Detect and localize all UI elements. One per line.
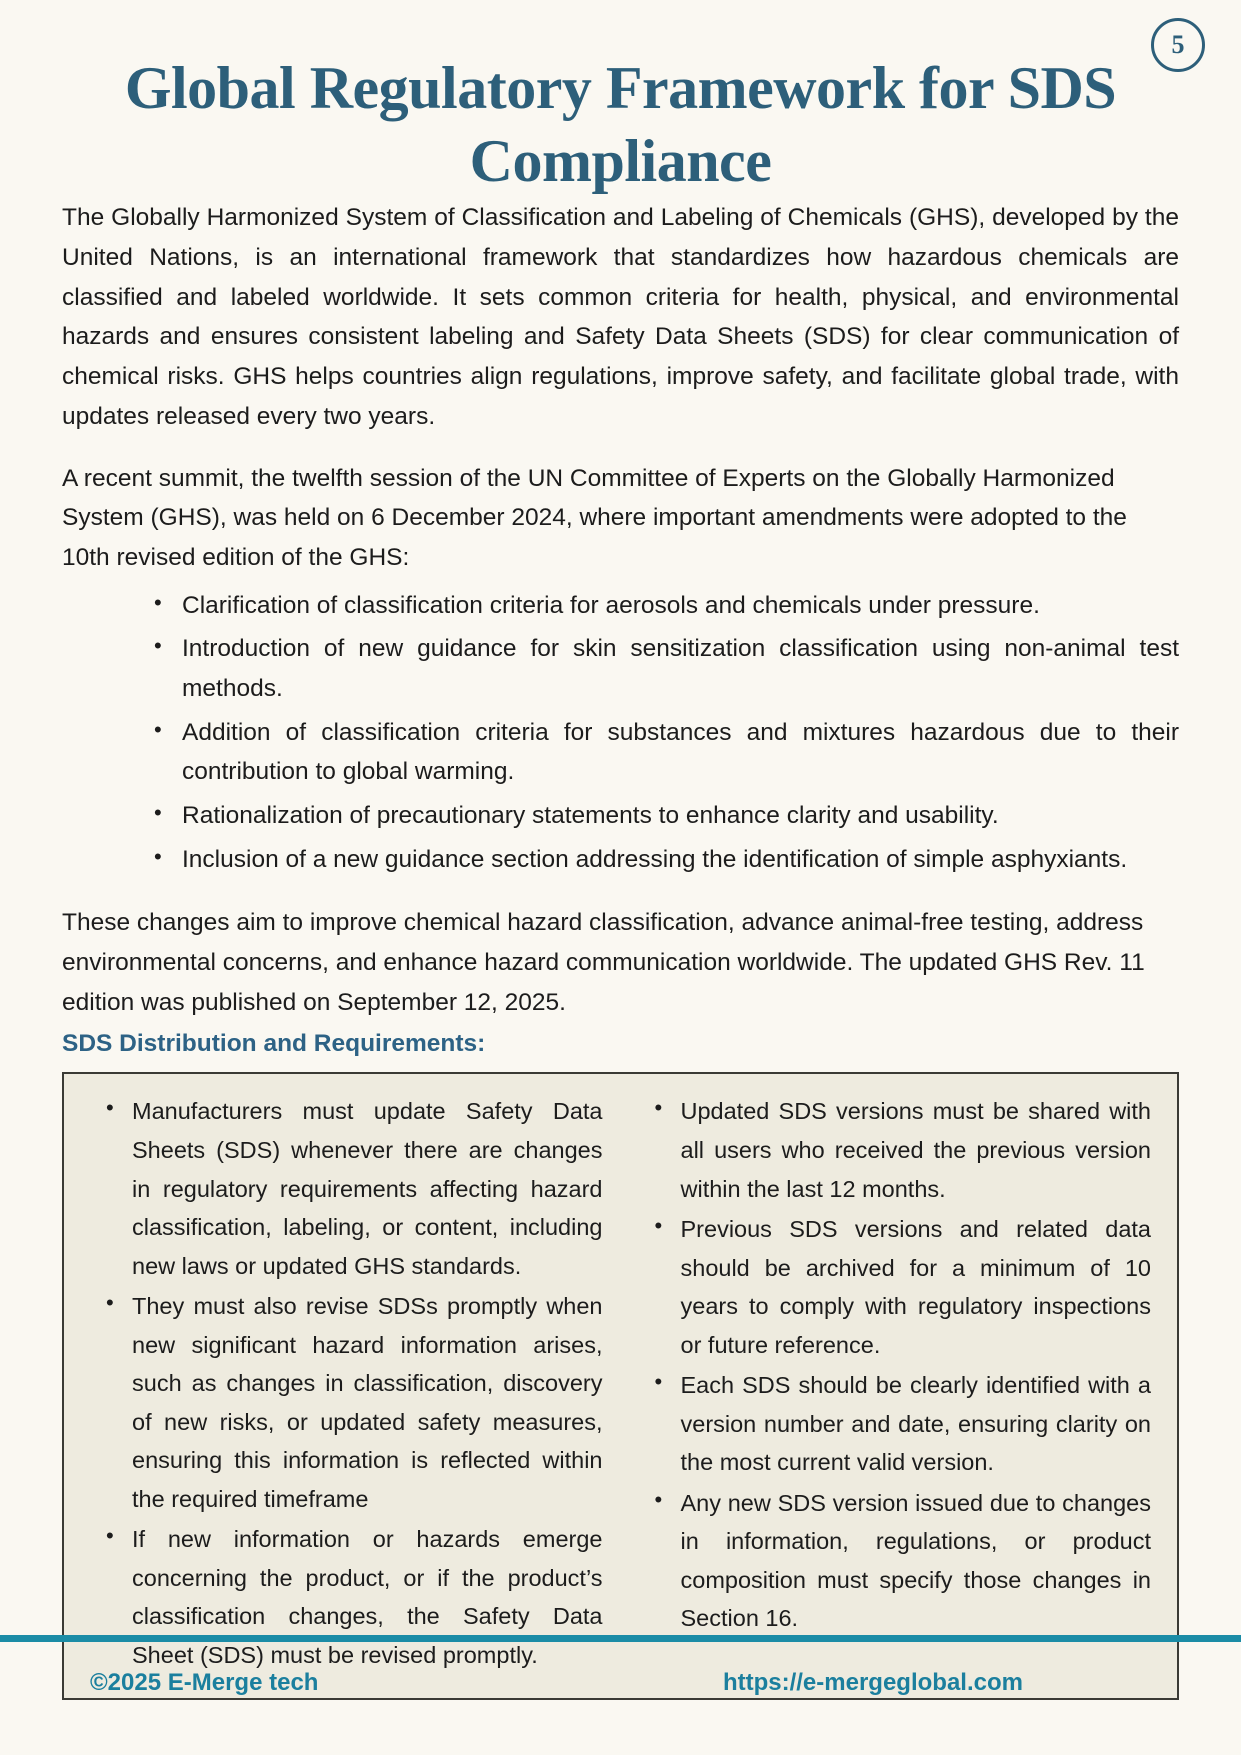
intro-paragraph: The Globally Harmonized System of Classification and Labeling of Chemicals (GHS), developed by the United Nations, is an international framework that standardizes how hazardous chemicals are classified and labeled worldwide. It sets common criteria for health, physical, and environmental hazards and ensures consistent labeling and Safety Data Sheets (SDS) for clear communication of chemical risks. GHS helps countries align regulations, improve safety, and facilitate global trade, with updates released every two years. [62,204,1179,430]
sds-requirements-box [62,1072,1179,1700]
list-item: • Rationalization of precautionary statements to enhance clarity and usability. [152,796,1179,836]
page-number-label: 5 [1171,30,1185,59]
list-item: • Introduction of new guidance for skin sensitization classification using non-animal test methods. [152,629,1179,708]
sds-requirements-right-column [629,1092,1152,1676]
sds-right-list [629,1092,1152,1637]
list-item: • Each SDS should be clearly identified with a version number and date, ensuring clarity on the most current valid version. [655,1366,1152,1482]
list-item: • Any new SDS version issued due to changes in information, regulations, or product composition must specify those changes in Section 16. [655,1484,1152,1638]
closing-paragraph: These changes aim to improve chemical hazard classification, advance animal-free testing, address environmental concerns, and enhance hazard communication worldwide. The updated GHS Rev. 11 edition was published on September 12, 2025. [62,909,1145,1016]
list-item: • Addition of classification criteria for substances and mixtures hazardous due to their contribution to global warming. [152,713,1179,792]
list-item: • Previous SDS versions and related data should be archived for a minimum of 10 years to comply with regulatory inspections or future reference. [655,1210,1152,1364]
page-footer [0,1635,1241,1755]
list-item: • They must also revise SDSs promptly when new significant hazard information arises, such as changes in classification, discovery of new risks, or updated safety measures, ensuring this information is reflected within the required timeframe [106,1287,603,1518]
list-item: • Inclusion of a new guidance section addressing the identification of simple asphyxiants. [152,840,1179,880]
list-item: • Updated SDS versions must be shared with all users who received the previous version within the last 12 months. [655,1092,1152,1208]
list-item: • Manufacturers must update Safety Data Sheets (SDS) whenever there are changes in regulatory requirements affecting hazard classification, labeling, or content, including new laws or updated GHS standards. [106,1092,603,1285]
footer-divider [0,1635,1241,1642]
sds-left-list [80,1092,603,1674]
list-item: • Clarification of classification criteria for aerosols and chemicals under pressure. [152,586,1179,626]
sds-requirements-left-column [80,1092,603,1676]
summit-paragraph: A recent summit, the twelfth session of the UN Committee of Experts on the Globally Harmonized System (GHS), was held on 6 December 2024, where important amendments were adopted to the 10th revised edition of the GHS: [62,464,1127,571]
footer-content [0,1669,1241,1697]
sds-section-heading: SDS Distribution and Requirements: [62,1030,486,1058]
page-number-badge [1151,18,1205,72]
footer-website-link[interactable]: https://e-mergeglobal.com [722,1669,1023,1696]
footer-copyright: ©2025 E-Merge tech [90,1669,319,1696]
page-title: Global Regulatory Framework for SDS Compliance [124,55,1117,195]
list-item: • If new information or hazards emerge concerning the product, or if the product’s classification changes, the Safety Data Sheet (SDS) must be revised promptly. [106,1520,603,1674]
document-content [0,198,1241,1700]
amendments-list [62,586,1179,880]
